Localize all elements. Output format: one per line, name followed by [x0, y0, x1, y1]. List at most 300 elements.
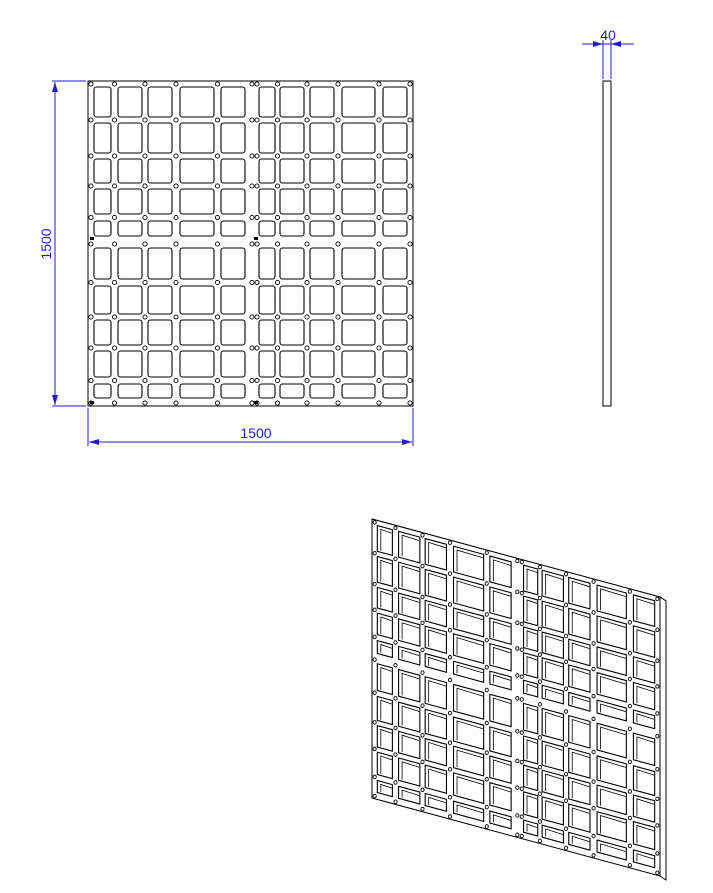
isometric-mounting-hole: [373, 520, 376, 524]
front-cutout: [180, 320, 214, 345]
isometric-mounting-hole: [373, 608, 376, 612]
isometric-mounting-hole: [394, 614, 397, 618]
front-mounting-hole: [377, 242, 381, 246]
front-mounting-hole: [143, 118, 147, 122]
front-mounting-hole: [89, 346, 93, 350]
isometric-mounting-hole: [520, 815, 523, 819]
front-mounting-hole: [377, 215, 381, 219]
front-mounting-hole: [305, 315, 309, 319]
front-mounting-hole: [215, 82, 219, 86]
isometric-mounting-hole: [538, 680, 541, 684]
isometric-mounting-hole: [628, 590, 631, 594]
front-mounting-hole: [89, 184, 93, 188]
front-cutout: [221, 248, 245, 279]
isometric-mounting-hole: [520, 834, 523, 838]
front-cutout: [259, 189, 275, 214]
front-cutout: [221, 351, 245, 377]
front-mounting-hole: [408, 401, 412, 405]
isometric-mounting-hole: [538, 703, 541, 707]
front-mounting-hole: [305, 215, 309, 219]
isometric-side-edge: [660, 597, 666, 880]
front-mounting-hole: [255, 280, 259, 284]
front-mounting-hole: [174, 280, 178, 284]
front-mounting-hole: [215, 378, 219, 382]
front-mounting-hole: [215, 118, 219, 122]
front-cutout: [280, 159, 304, 183]
front-mounting-hole: [275, 315, 279, 319]
front-cutout: [94, 221, 111, 236]
front-mounting-hole: [112, 154, 116, 158]
front-cutout: [310, 351, 334, 377]
isometric-mounting-hole: [516, 759, 519, 763]
front-mounting-hole: [174, 401, 178, 405]
front-cutout: [259, 248, 275, 279]
isometric-mounting-hole: [592, 642, 595, 646]
isometric-mounting-hole: [394, 781, 397, 785]
front-mounting-hole: [89, 280, 93, 284]
isometric-mounting-hole: [628, 790, 631, 794]
front-cutout: [342, 351, 375, 377]
front-mounting-hole: [408, 378, 412, 382]
front-cutout: [342, 87, 375, 117]
isometric-mounting-hole: [421, 564, 424, 568]
isometric-mounting-hole: [656, 734, 659, 738]
thickness-dimension: [582, 27, 634, 79]
front-cutout: [280, 87, 304, 117]
front-cutout: [94, 248, 111, 279]
isometric-cutout: [377, 664, 392, 695]
front-cutout: [342, 221, 375, 236]
front-mounting-hole: [377, 280, 381, 284]
front-cutout: [118, 221, 142, 236]
front-mounting-hole: [250, 242, 254, 246]
front-mounting-hole: [174, 378, 178, 382]
front-cutout: [118, 351, 142, 377]
front-mounting-hole: [275, 118, 279, 122]
isometric-mounting-hole: [421, 788, 424, 792]
isometric-mounting-hole: [485, 551, 488, 555]
isometric-cutout: [524, 653, 538, 678]
front-mounting-hole: [408, 280, 412, 284]
front-cutout: [259, 384, 275, 398]
front-cutout: [383, 351, 407, 377]
isometric-mounting-hole: [656, 685, 659, 689]
isometric-mounting-hole: [592, 806, 595, 810]
isometric-mounting-hole: [485, 825, 488, 829]
front-mounting-hole: [305, 378, 309, 382]
isometric-mounting-hole: [448, 628, 451, 632]
isometric-cutout: [524, 565, 538, 595]
front-mounting-hole: [336, 242, 340, 246]
isometric-cutout: [377, 752, 392, 778]
front-cutout: [280, 189, 304, 214]
front-view-notch-left-top: [90, 237, 94, 240]
front-cutout: [383, 320, 407, 345]
front-cutout: [94, 351, 111, 377]
isometric-mounting-hole: [448, 711, 451, 715]
isometric-mounting-hole: [564, 772, 567, 776]
front-view-notch-left-bottom: [90, 401, 94, 404]
isometric-mounting-hole: [373, 747, 376, 751]
front-cutout: [94, 286, 111, 314]
isometric-mounting-hole: [520, 698, 523, 702]
isometric-mounting-hole: [448, 678, 451, 682]
front-mounting-hole: [89, 242, 93, 246]
front-cutout: [383, 87, 407, 117]
front-cutout: [383, 221, 407, 236]
front-cutout: [342, 384, 375, 398]
front-mounting-hole: [143, 215, 147, 219]
front-cutout: [342, 320, 375, 345]
front-cutout: [148, 384, 172, 398]
front-mounting-hole: [143, 242, 147, 246]
isometric-mounting-hole: [564, 799, 567, 803]
isometric-mounting-hole: [592, 580, 595, 584]
isometric-mounting-hole: [628, 621, 631, 625]
isometric-mounting-hole: [592, 750, 595, 754]
front-cutout: [118, 123, 142, 153]
isometric-mounting-hole: [394, 557, 397, 561]
isometric-mounting-hole: [421, 760, 424, 764]
front-mounting-hole: [112, 242, 116, 246]
front-mounting-hole: [275, 401, 279, 405]
front-cutout: [148, 221, 172, 236]
isometric-mounting-hole: [421, 621, 424, 625]
front-cutout: [118, 87, 142, 117]
front-mounting-hole: [250, 401, 254, 405]
isometric-mounting-hole: [656, 824, 659, 828]
front-view-notch-mid-bottom: [254, 401, 258, 404]
isometric-mounting-hole: [485, 665, 488, 669]
front-mounting-hole: [112, 184, 116, 188]
front-mounting-hole: [89, 315, 93, 319]
isometric-cutout: [377, 726, 392, 752]
front-mounting-hole: [112, 82, 116, 86]
isometric-mounting-hole: [516, 647, 519, 651]
isometric-cutout: [377, 613, 392, 639]
front-mounting-hole: [275, 215, 279, 219]
isometric-mounting-hole: [448, 656, 451, 660]
front-mounting-hole: [336, 280, 340, 284]
front-cutout: [118, 248, 142, 279]
isometric-mounting-hole: [628, 844, 631, 848]
front-cutout: [148, 248, 172, 279]
isometric-mounting-hole: [592, 611, 595, 615]
front-mounting-hole: [377, 154, 381, 158]
front-mounting-hole: [408, 118, 412, 122]
isometric-mounting-hole: [538, 627, 541, 631]
front-mounting-hole: [215, 315, 219, 319]
front-mounting-hole: [250, 215, 254, 219]
thickness-dimension-label: 40: [600, 27, 616, 43]
isometric-mounting-hole: [538, 565, 541, 569]
isometric-mounting-hole: [592, 667, 595, 671]
front-cutout: [259, 351, 275, 377]
front-cutout: [148, 159, 172, 183]
front-mounting-hole: [250, 378, 254, 382]
isometric-cutout: [524, 792, 538, 818]
isometric-mounting-hole: [538, 736, 541, 740]
isometric-mounting-hole: [485, 721, 488, 725]
isometric-mounting-hole: [448, 768, 451, 772]
isometric-mounting-hole: [448, 541, 451, 545]
front-cutout: [118, 189, 142, 214]
front-mounting-hole: [112, 378, 116, 382]
front-mounting-hole: [305, 184, 309, 188]
isometric-mounting-hole: [373, 551, 376, 555]
isometric-mounting-hole: [592, 694, 595, 698]
isometric-mounting-hole: [520, 675, 523, 679]
front-mounting-hole: [215, 184, 219, 188]
isometric-mounting-hole: [373, 582, 376, 586]
height-dimension-label: 1500: [38, 228, 54, 260]
front-cutout: [180, 87, 214, 117]
front-mounting-hole: [215, 154, 219, 158]
front-cutout: [180, 286, 214, 314]
front-cutout: [148, 320, 172, 345]
front-cutout: [259, 123, 275, 153]
front-cutout: [94, 87, 111, 117]
front-cutout: [221, 221, 245, 236]
isometric-mounting-hole: [516, 621, 519, 625]
front-mounting-hole: [89, 215, 93, 219]
front-mounting-hole: [408, 184, 412, 188]
front-mounting-hole: [255, 118, 259, 122]
front-mounting-hole: [336, 315, 340, 319]
front-mounting-hole: [275, 154, 279, 158]
front-mounting-hole: [275, 346, 279, 350]
front-cutout: [259, 320, 275, 345]
front-mounting-hole: [336, 82, 340, 86]
front-cutout: [280, 221, 304, 236]
front-mounting-hole: [89, 154, 93, 158]
front-mounting-hole: [215, 280, 219, 284]
front-mounting-hole: [305, 154, 309, 158]
front-mounting-hole: [112, 280, 116, 284]
front-cutout: [94, 123, 111, 153]
front-cutout: [148, 351, 172, 377]
isometric-mounting-hole: [628, 863, 631, 867]
isometric-mounting-hole: [628, 727, 631, 731]
front-mounting-hole: [143, 346, 147, 350]
front-mounting-hole: [408, 82, 412, 86]
front-cutout: [310, 248, 334, 279]
isometric-mounting-hole: [485, 582, 488, 586]
front-mounting-hole: [408, 154, 412, 158]
isometric-mounting-hole: [520, 648, 523, 652]
isometric-mounting-hole: [538, 765, 541, 769]
isometric-mounting-hole: [373, 691, 376, 695]
width-dimension: [88, 408, 413, 446]
front-cutout: [180, 123, 214, 153]
front-mounting-hole: [250, 315, 254, 319]
isometric-mounting-hole: [421, 671, 424, 675]
front-cutout: [94, 159, 111, 183]
isometric-mounting-hole: [394, 753, 397, 757]
isometric-mounting-hole: [592, 854, 595, 858]
front-cutout: [94, 384, 111, 398]
isometric-mounting-hole: [592, 717, 595, 721]
isometric-mounting-hole: [485, 751, 488, 755]
front-mounting-hole: [215, 215, 219, 219]
front-cutout: [259, 221, 275, 236]
front-cutout: [148, 189, 172, 214]
isometric-cutout: [377, 587, 392, 612]
front-cutout: [180, 159, 214, 183]
front-cutout: [221, 123, 245, 153]
front-mounting-hole: [112, 215, 116, 219]
front-mounting-hole: [255, 315, 259, 319]
front-mounting-hole: [255, 82, 259, 86]
front-mounting-hole: [143, 378, 147, 382]
front-mounting-hole: [250, 346, 254, 350]
front-cutout: [221, 384, 245, 398]
front-cutout: [180, 248, 214, 279]
isometric-mounting-hole: [448, 603, 451, 607]
isometric-cutout: [377, 526, 392, 556]
isometric-mounting-hole: [628, 816, 631, 820]
isometric-mounting-hole: [373, 775, 376, 779]
isometric-mounting-hole: [564, 660, 567, 664]
isometric-mounting-hole: [564, 743, 567, 747]
isometric-mounting-hole: [538, 596, 541, 600]
isometric-mounting-hole: [421, 704, 424, 708]
front-cutout: [310, 221, 334, 236]
front-mounting-hole: [305, 346, 309, 350]
front-cutout: [280, 286, 304, 314]
front-cutout: [310, 189, 334, 214]
height-dimension: [38, 81, 86, 406]
isometric-mounting-hole: [448, 795, 451, 799]
front-mounting-hole: [112, 346, 116, 350]
front-cutout: [259, 286, 275, 314]
isometric-mounting-hole: [394, 800, 397, 804]
front-mounting-hole: [250, 280, 254, 284]
front-mounting-hole: [255, 242, 259, 246]
front-mounting-hole: [250, 82, 254, 86]
side-view: [603, 81, 611, 406]
front-cutout: [180, 384, 214, 398]
isometric-mounting-hole: [516, 730, 519, 734]
isometric-mounting-hole: [520, 760, 523, 764]
front-mounting-hole: [255, 215, 259, 219]
front-cutout: [280, 320, 304, 345]
isometric-mounting-hole: [656, 797, 659, 801]
front-mounting-hole: [143, 315, 147, 319]
front-mounting-hole: [275, 82, 279, 86]
isometric-mounting-hole: [373, 794, 376, 798]
front-cutout: [221, 286, 245, 314]
isometric-mounting-hole: [538, 653, 541, 657]
front-mounting-hole: [275, 280, 279, 284]
isometric-mounting-hole: [394, 588, 397, 592]
front-mounting-hole: [255, 184, 259, 188]
front-cutout: [118, 384, 142, 398]
front-mounting-hole: [255, 378, 259, 382]
front-cutout: [342, 189, 375, 214]
width-dimension-label: 1500: [240, 425, 272, 441]
front-mounting-hole: [377, 315, 381, 319]
isometric-mounting-hole: [516, 786, 519, 790]
front-mounting-hole: [174, 242, 178, 246]
front-mounting-hole: [408, 346, 412, 350]
front-mounting-hole: [215, 401, 219, 405]
front-mounting-hole: [275, 184, 279, 188]
isometric-mounting-hole: [564, 827, 567, 831]
isometric-mounting-hole: [520, 622, 523, 626]
front-mounting-hole: [377, 346, 381, 350]
isometric-cutout: [377, 696, 392, 724]
front-mounting-hole: [336, 215, 340, 219]
isometric-mounting-hole: [394, 663, 397, 667]
isometric-mounting-hole: [485, 613, 488, 617]
isometric-mounting-hole: [485, 688, 488, 692]
isometric-mounting-hole: [656, 712, 659, 716]
isometric-mounting-hole: [520, 560, 523, 564]
front-view: [88, 81, 413, 406]
isometric-mounting-hole: [564, 634, 567, 638]
isometric-mounting-hole: [656, 597, 659, 601]
front-mounting-hole: [215, 242, 219, 246]
front-mounting-hole: [408, 315, 412, 319]
isometric-cutout: [524, 627, 538, 651]
isometric-cutout: [377, 556, 392, 586]
front-mounting-hole: [112, 118, 116, 122]
front-mounting-hole: [250, 118, 254, 122]
front-view-notch-mid-top: [254, 237, 258, 240]
front-cutout: [221, 159, 245, 183]
isometric-mounting-hole: [421, 648, 424, 652]
front-mounting-hole: [174, 346, 178, 350]
front-cutout: [280, 351, 304, 377]
front-cutout: [118, 320, 142, 345]
isometric-mounting-hole: [373, 635, 376, 639]
isometric-mounting-hole: [448, 815, 451, 819]
front-mounting-hole: [143, 401, 147, 405]
isometric-mounting-hole: [373, 721, 376, 725]
isometric-mounting-hole: [656, 659, 659, 663]
front-cutout: [310, 159, 334, 183]
front-mounting-hole: [255, 154, 259, 158]
front-mounting-hole: [174, 154, 178, 158]
isometric-mounting-hole: [564, 710, 567, 714]
front-cutout: [259, 159, 275, 183]
isometric-mounting-hole: [421, 807, 424, 811]
front-cutout: [310, 87, 334, 117]
front-mounting-hole: [275, 242, 279, 246]
front-mounting-hole: [336, 184, 340, 188]
front-mounting-hole: [250, 184, 254, 188]
isometric-mounting-hole: [520, 591, 523, 595]
isometric-mounting-hole: [538, 839, 541, 843]
front-cutout: [148, 286, 172, 314]
isometric-mounting-hole: [628, 704, 631, 708]
front-cutout: [383, 123, 407, 153]
front-mounting-hole: [174, 215, 178, 219]
front-mounting-hole: [336, 346, 340, 350]
front-mounting-hole: [250, 154, 254, 158]
front-cutout: [310, 286, 334, 314]
isometric-mounting-hole: [516, 833, 519, 837]
front-cutout: [310, 123, 334, 153]
front-cutout: [148, 123, 172, 153]
isometric-mounting-hole: [656, 628, 659, 632]
front-cutout: [383, 248, 407, 279]
front-cutout: [280, 384, 304, 398]
front-cutout: [342, 286, 375, 314]
front-cutout: [280, 123, 304, 153]
isometric-mounting-hole: [656, 852, 659, 856]
